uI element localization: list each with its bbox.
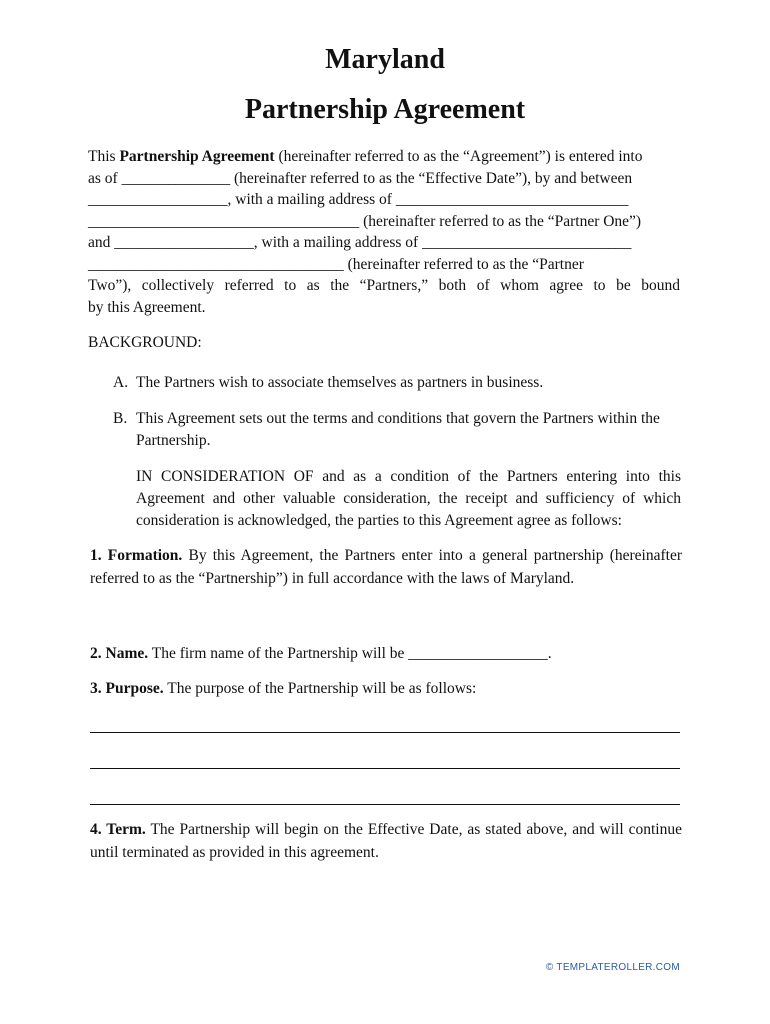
intro-line-4: ___________________________________ (hereinafter referred to as the “Partner One”) [88, 212, 642, 230]
background-heading: BACKGROUND: [88, 334, 202, 351]
purpose-blank-line-2[interactable] [90, 768, 680, 769]
intro-line-5: and __________________, with a mailing address of ___________________________ [88, 234, 632, 251]
purpose-blank-line-1[interactable] [90, 732, 680, 733]
background-item-b [113, 408, 683, 452]
section-heading: 3. Purpose. [90, 680, 164, 697]
document-title: Partnership Agreement [244, 94, 526, 125]
section-term [90, 819, 682, 864]
item-label: B. [113, 410, 128, 427]
section-text: By this Agreement, the Partners enter into a general partnership (hereinafter referred to as the “Partnership”) in full accordance with the laws of Maryland. [90, 547, 682, 587]
intro-text: This [88, 148, 120, 165]
intro-line-1 [88, 146, 680, 168]
section-heading: 2. Name. [90, 645, 149, 662]
document-title-state: Maryland [325, 44, 445, 75]
section-name [90, 643, 682, 666]
section-heading: 4. Term. [90, 821, 146, 838]
intro-line-6: _________________________________ (hereinafter referred to as the “Partner [88, 255, 584, 273]
consideration-paragraph: IN CONSIDERATION OF and as a condition of the Partners entering into this Agreement and other valuable consideration, the receipt and sufficiency of which consideration is acknowledged, the parties to this Agreement agree as follows: [136, 468, 681, 529]
intro-line-2: as of ______________ (hereinafter referred to as the “Effective Date”), by and between [88, 169, 633, 187]
footer-copyright-link[interactable]: © TEMPLATEROLLER.COM [545, 962, 680, 973]
item-text: The Partners wish to associate themselves as partners in business. [136, 374, 544, 391]
section-purpose [90, 678, 682, 701]
intro-line-7: Two”), collectively referred to as the “Partners,” both of whom agree to be bound [88, 277, 680, 294]
intro-line-8: by this Agreement. [88, 298, 206, 316]
section-formation [90, 545, 682, 590]
intro-line-3: __________________, with a mailing address of ______________________________ [88, 191, 629, 208]
intro-agreement-name: Partnership Agreement [119, 148, 275, 165]
item-text: This Agreement sets out the terms and conditions that govern the Partners within the Partnership. [136, 410, 660, 449]
item-label: A. [113, 374, 129, 391]
section-text: The purpose of the Partnership will be as follows: [163, 680, 477, 697]
intro-text: (hereinafter referred to as the “Agreement”) is entered into [274, 148, 643, 165]
section-text: The Partnership will begin on the Effective Date, as stated above, and will continue until terminated as provided in this agreement. [90, 821, 682, 861]
purpose-blank-line-3[interactable] [90, 804, 680, 805]
section-text: The firm name of the Partnership will be __________________. [148, 645, 552, 662]
background-item-a [113, 372, 683, 394]
intro-paragraph [88, 146, 680, 318]
section-heading: 1. Formation. [90, 547, 183, 564]
